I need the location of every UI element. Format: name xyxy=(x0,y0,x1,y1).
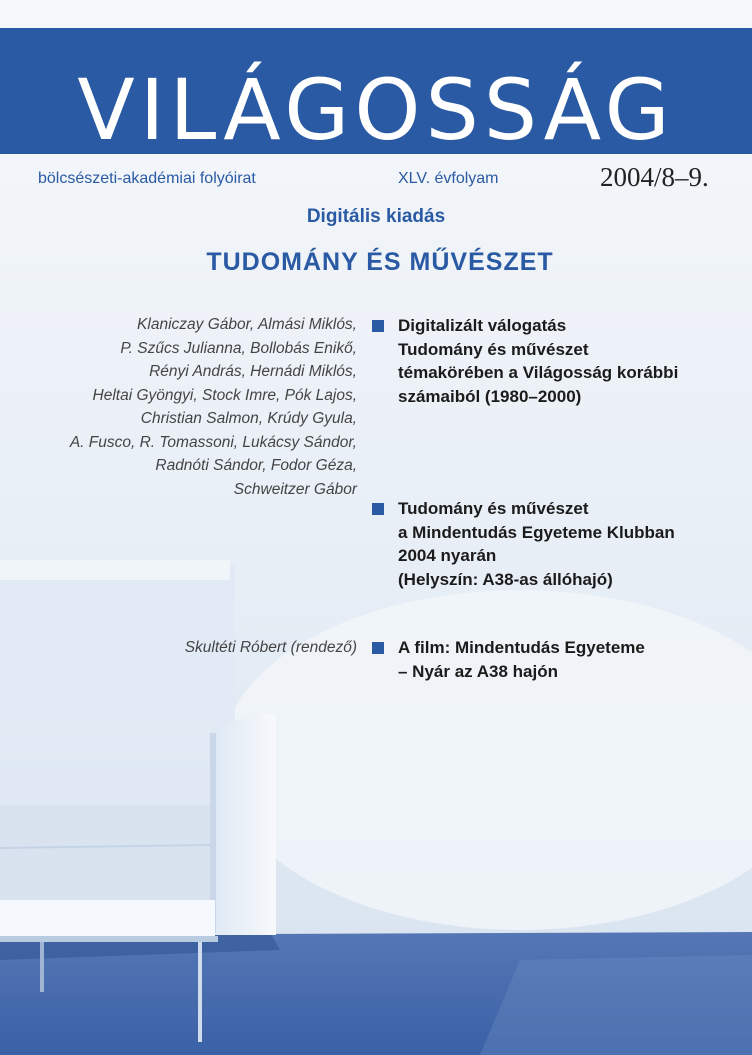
square-bullet-icon xyxy=(372,503,384,515)
toc-item-title: Digitalizált válogatás Tudomány és művészet témakörében a Világosság korábbi számaiból (1980–2000) xyxy=(398,316,679,406)
volume-label: XLV. évfolyam xyxy=(398,170,499,187)
issue-number: 2004/8–9. xyxy=(600,162,709,192)
edition-label: Digitális kiadás xyxy=(306,206,446,227)
square-bullet-icon xyxy=(372,320,384,332)
toc-item xyxy=(372,497,742,591)
authors-list: Klaniczay Gábor, Almási Miklós, P. Szűcs Julianna, Bollobás Enikő, Rényi András, Hernádi Miklós, Heltai Gyöngyi, Stock Imre, Pók Lajos, Christian Salmon, Krúdy Gyula, A. Fusco, R. Tomassoni, Lukácsy Sándor, Radnóti Sándor, Fodor Géza, Schweitzer Gábor xyxy=(69,316,357,498)
director-credit: Skultéti Róbert (rendező) xyxy=(184,639,357,656)
square-bullet-icon xyxy=(372,642,384,654)
toc-item-title: A film: Mindentudás Egyeteme – Nyár az A38 hajón xyxy=(398,638,645,681)
journal-subtitle: bölcsészeti-akadémiai folyóirat xyxy=(38,170,256,187)
magazine-title: VILÁGOSSÁG xyxy=(77,61,675,159)
masthead-banner xyxy=(0,28,752,159)
toc-item xyxy=(372,636,742,683)
toc-item xyxy=(372,314,742,408)
toc-item-title: Tudomány és művészet a Mindentudás Egyeteme Klubban 2004 nyarán (Helyszín: A38-as állóhajó) xyxy=(398,499,675,589)
issue-theme-title: TUDOMÁNY ÉS MŰVÉSZET xyxy=(206,248,554,276)
